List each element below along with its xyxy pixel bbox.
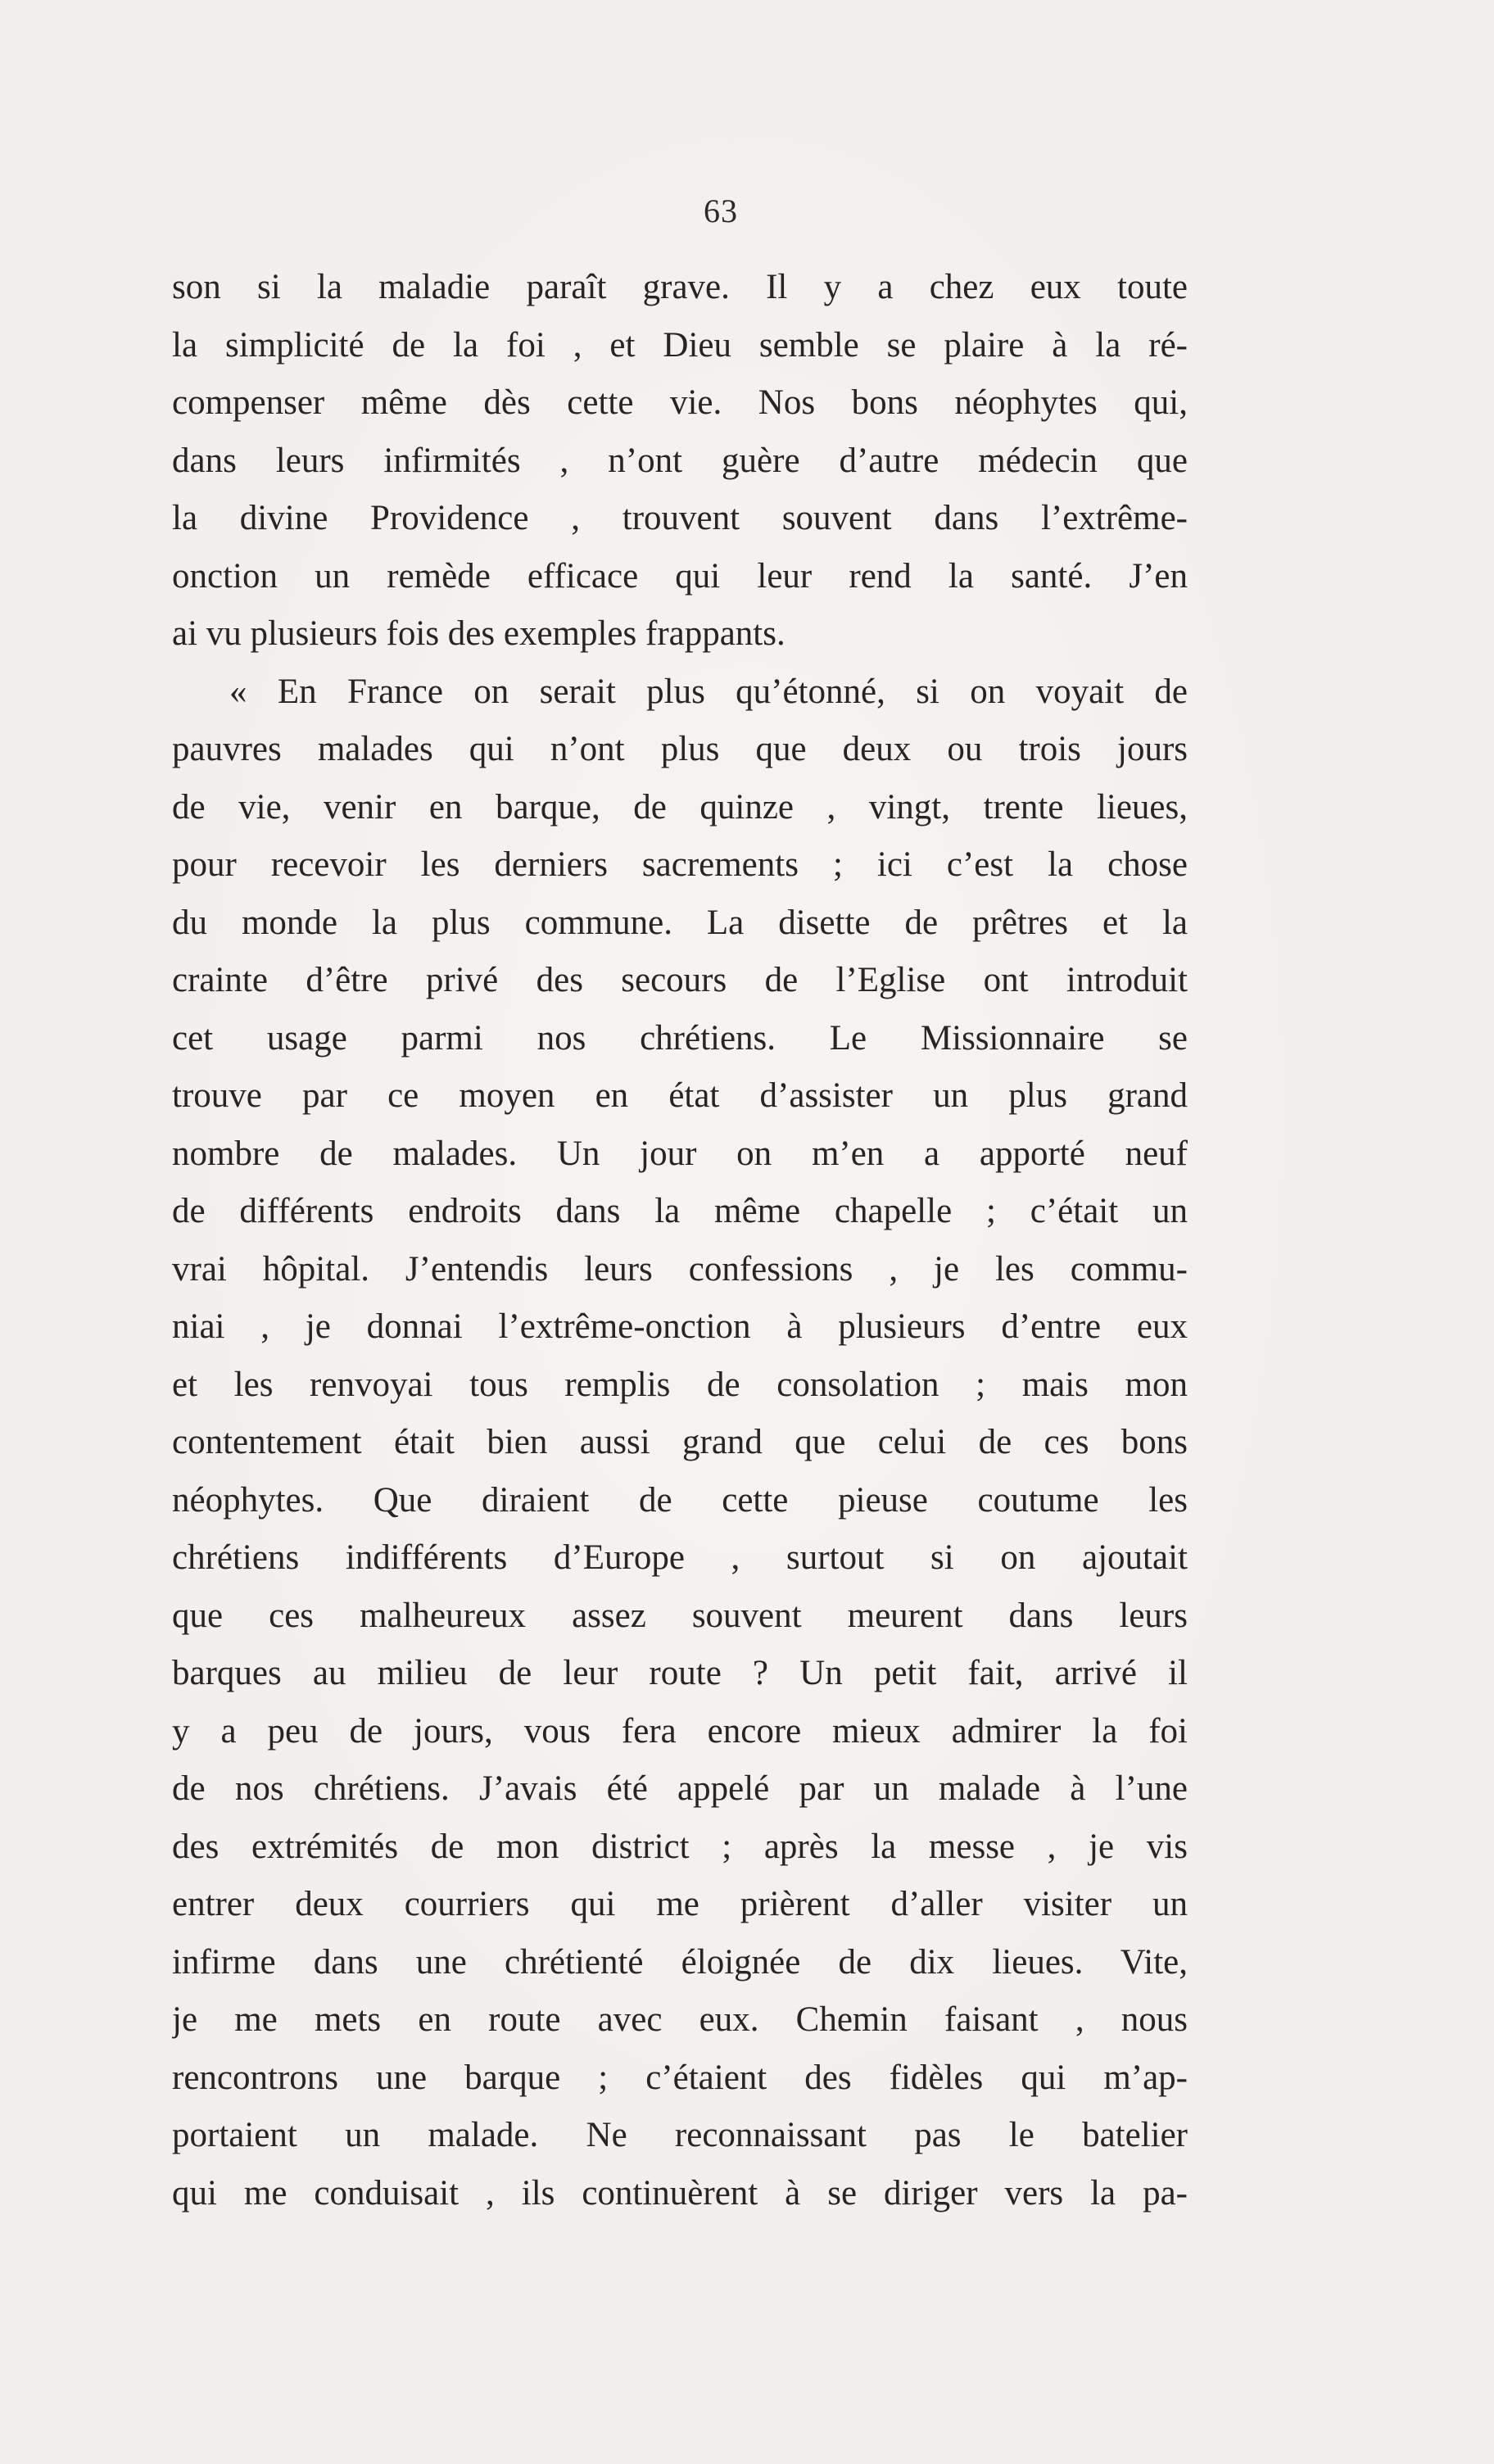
text-line: portaient un malade. Ne reconnaissant pas le batelier [172, 2116, 1188, 2154]
paragraph-end-line: ai vu plusieurs fois des exemples frappants. [172, 614, 785, 653]
text-line: compenser même dès cette vie. Nos bons néophytes qui, [172, 383, 1188, 422]
text-line: infirme dans une chrétienté éloignée de dix lieues. Vite, [172, 1942, 1188, 1982]
text-line: chrétiens indifférents d’Europe , surtout si on ajoutait [172, 1538, 1188, 1577]
text-line: pour recevoir les derniers sacrements ; ici c’est la chose [172, 845, 1188, 884]
text-line: crainte d’être privé des secours de l’Eglise ont introduit [172, 961, 1188, 999]
text-line: y a peu de jours, vous fera encore mieux admirer la foi [172, 1711, 1188, 1751]
text-line: dans leurs infirmités , n’ont guère d’autre médecin que [172, 441, 1188, 480]
text-line: rencontrons une barque ; c’étaient des fidèles qui m’ap- [172, 2058, 1188, 2097]
text-line: de vie, venir en barque, de quinze , vingt, trente lieues, [172, 787, 1188, 827]
text-line: néophytes. Que diraient de cette pieuse coutume les [172, 1480, 1188, 1520]
text-line: du monde la plus commune. La disette de prêtres et la [172, 903, 1188, 942]
text-line: pauvres malades qui n’ont plus que deux ou trois jours [172, 730, 1188, 768]
text-line: nombre de malades. Un jour on m’en a apporté neuf [172, 1134, 1188, 1173]
text-line: des extrémités de mon district ; après la messe , je vis [172, 1827, 1188, 1866]
text-line: que ces malheureux assez souvent meurent dans leurs [172, 1596, 1188, 1635]
paragraph-start-line: « En France on serait plus qu’étonné, si on voyait de [229, 672, 1188, 711]
text-line: barques au milieu de leur route ? Un petit fait, arrivé il [172, 1654, 1188, 1692]
text-line: qui me conduisait , ils continuèrent à se diriger vers la pa- [172, 2173, 1188, 2213]
text-line: entrer deux courriers qui me prièrent d’aller visiter un [172, 1885, 1188, 1923]
text-line: vrai hôpital. J’entendis leurs confessions , je les commu- [172, 1249, 1188, 1289]
text-line: je me mets en route avec eux. Chemin faisant , nous [172, 2000, 1188, 2039]
text-line: de différents endroits dans la même chapelle ; c’était un [172, 1192, 1188, 1230]
page-number: 63 [704, 192, 738, 229]
text-line: la simplicité de la foi , et Dieu semble se plaire à la ré- [172, 325, 1188, 365]
text-line: et les renvoyai tous remplis de consolation ; mais mon [172, 1365, 1188, 1404]
text-line: trouve par ce moyen en état d’assister un plus grand [172, 1076, 1188, 1115]
text-line: contentement était bien aussi grand que celui de ces bons [172, 1423, 1188, 1461]
text-line: niai , je donnai l’extrême-onction à plusieurs d’entre eux [172, 1307, 1188, 1346]
text-line: son si la maladie paraît grave. Il y a chez eux toute [172, 268, 1188, 306]
text-line: de nos chrétiens. J’avais été appelé par un malade à l’une [172, 1769, 1188, 1808]
text-line: onction un remède efficace qui leur rend la santé. J’en [172, 556, 1188, 596]
text-line: cet usage parmi nos chrétiens. Le Missionnaire se [172, 1018, 1188, 1058]
text-line: la divine Providence , trouvent souvent dans l’extrême- [172, 499, 1188, 537]
body-text [172, 259, 1188, 2222]
